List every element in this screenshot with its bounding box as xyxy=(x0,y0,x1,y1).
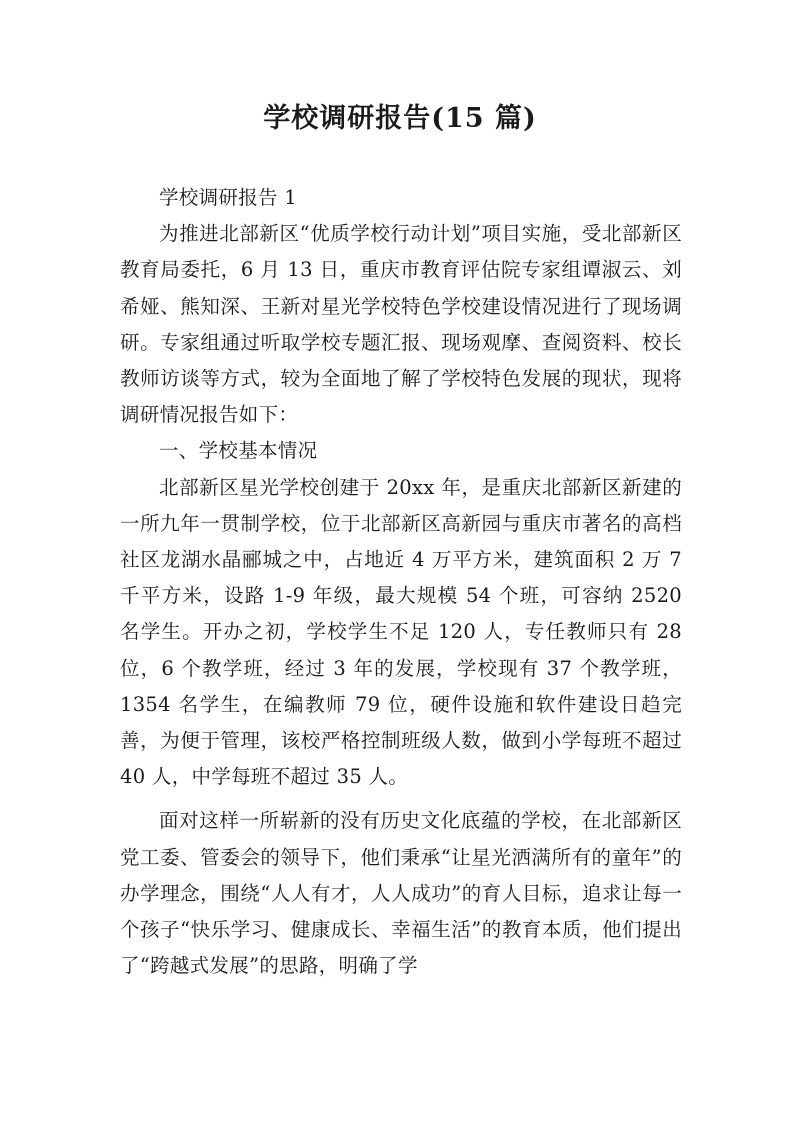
document-body xyxy=(120,180,682,984)
section-title: 学校调研报告 1 xyxy=(159,186,298,209)
paragraph-philosophy: 面对这样一所崭新的没有历史文化底蕴的学校，在北部新区党工委、管委会的领导下，他们秉承“让星光洒满所有的童年”的办学理念，围绕“人人有才，人人成功”的育人目标，追求让每一个孩子“快乐学习、健康成长、幸福生活”的教育本质，他们提出了“跨越式发展”的思路，明确了学 xyxy=(120,809,682,978)
document-title: 学校调研报告(15 篇) xyxy=(263,103,537,134)
subsection-heading: 一、学校基本情况 xyxy=(159,439,318,463)
paragraph-basic-info: 北部新区星光学校创建于 20xx 年，是重庆北部新区新建的一所九年一贯制学校，位于北部新区高新园与重庆市著名的高档社区龙湖水晶郦城之中，占地近 4 万平方米，建筑面积 2 万 7 千平方米，设路 1-9 年级，最大规模 54 个班，可容纳 2520 名学生。开办之初，学校学生不足 120 人，专任教师只有 28 位，6 个教学班，经过 3 年的发展，学校现有 37 个教学班，1354 名学生，在编教师 79 位，硬件设施和软件建设日趋完善，为便于管理，该校严格控制班级人数，做到小学每班不超过 40 人，中学每班不超过 35 人。 xyxy=(120,475,682,789)
paragraph-intro: 为推进北部新区“优质学校行动计划”项目实施，受北部新区教育局委托，6 月 13 日，重庆市教育评估院专家组谭淑云、刘希娅、熊知深、王新对星光学校特色学校建设情况进行了现场调研。专家组通过听取学校专题汇报、现场观摩、查阅资料、校长教师访谈等方式，较为全面地了解了学校特色发展的现状，现将调研情况报告如下： xyxy=(120,222,682,427)
